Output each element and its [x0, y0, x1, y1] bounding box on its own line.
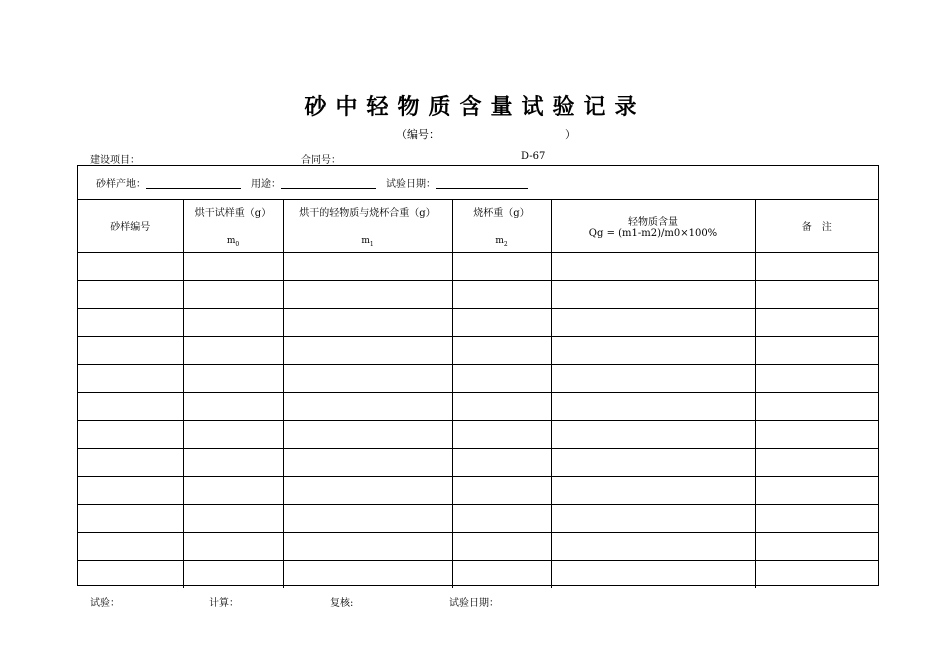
- table-cell[interactable]: [283, 364, 452, 392]
- table-cell[interactable]: [283, 280, 452, 308]
- col-cup-weight-label: 烧杯重（g）: [473, 207, 530, 219]
- table-cell[interactable]: [283, 420, 452, 448]
- table-cell[interactable]: [78, 364, 183, 392]
- table-cell[interactable]: [283, 504, 452, 532]
- table-cell[interactable]: [183, 252, 283, 280]
- table-cell[interactable]: [283, 252, 452, 280]
- table-cell[interactable]: [551, 252, 755, 280]
- table-row: [78, 392, 878, 420]
- project-label: 建设项目：: [90, 155, 140, 166]
- test-date-field[interactable]: [436, 177, 528, 189]
- table-cell[interactable]: [452, 280, 551, 308]
- table-cell[interactable]: [551, 532, 755, 560]
- col-with-cup-label: 烘干的轻物质与烧杯合重（g）: [299, 207, 436, 219]
- origin-label: 砂样产地：: [96, 179, 146, 190]
- table-row: [78, 308, 878, 336]
- footer-calc: 计算：: [209, 598, 239, 609]
- col-cup-weight: [452, 200, 551, 252]
- table-cell[interactable]: [551, 392, 755, 420]
- col-with-cup-symbol: $m_1$: [361, 235, 374, 248]
- table-cell[interactable]: [452, 448, 551, 476]
- use-label: 用途：: [251, 179, 281, 190]
- table-cell[interactable]: [755, 280, 878, 308]
- col-remark: 备 注: [755, 200, 878, 252]
- record-table-frame: [77, 165, 879, 586]
- table-cell[interactable]: [78, 560, 183, 588]
- table-cell[interactable]: [551, 476, 755, 504]
- table-cell[interactable]: [452, 364, 551, 392]
- table-cell[interactable]: [755, 252, 878, 280]
- table-cell[interactable]: [78, 476, 183, 504]
- col-content-label: 轻物质含量: [628, 216, 678, 228]
- origin-field[interactable]: [146, 177, 241, 189]
- table-cell[interactable]: [183, 476, 283, 504]
- form-number-open: （编号：: [396, 128, 440, 141]
- table-cell[interactable]: [452, 532, 551, 560]
- table-row: [78, 280, 878, 308]
- table-cell[interactable]: [283, 560, 452, 588]
- table-cell[interactable]: [452, 336, 551, 364]
- table-cell[interactable]: [183, 336, 283, 364]
- table-row: [78, 336, 878, 364]
- table-cell[interactable]: [78, 392, 183, 420]
- table-cell[interactable]: [452, 504, 551, 532]
- table-cell[interactable]: [78, 336, 183, 364]
- table-cell[interactable]: [755, 448, 878, 476]
- table-cell[interactable]: [452, 392, 551, 420]
- table-cell[interactable]: [755, 364, 878, 392]
- table-cell[interactable]: [452, 560, 551, 588]
- table-cell[interactable]: [551, 420, 755, 448]
- table-cell[interactable]: [183, 364, 283, 392]
- table-cell[interactable]: [183, 420, 283, 448]
- table-cell[interactable]: [283, 448, 452, 476]
- table-row: [78, 476, 878, 504]
- col-dry-weight: [183, 200, 283, 252]
- table-cell[interactable]: [551, 308, 755, 336]
- table-cell[interactable]: [755, 504, 878, 532]
- table-cell[interactable]: [183, 532, 283, 560]
- table-row: [78, 532, 878, 560]
- table-cell[interactable]: [551, 336, 755, 364]
- page-title: 砂中轻物质含量试验记录: [304, 94, 646, 120]
- table-cell[interactable]: [551, 504, 755, 532]
- table-cell[interactable]: [78, 532, 183, 560]
- use-field[interactable]: [281, 177, 376, 189]
- table-row: [78, 448, 878, 476]
- test-date-label: 试验日期：: [386, 179, 436, 190]
- col-dry-weight-symbol: $m_0$: [226, 235, 240, 248]
- col-sample-no: 砂样编号: [78, 200, 183, 252]
- table-cell[interactable]: [755, 476, 878, 504]
- table-row: [78, 420, 878, 448]
- table-cell[interactable]: [78, 252, 183, 280]
- table-cell[interactable]: [755, 560, 878, 588]
- table-cell[interactable]: [283, 392, 452, 420]
- form-code: D-67: [521, 151, 546, 162]
- table-cell[interactable]: [183, 280, 283, 308]
- form-number: [396, 126, 576, 142]
- table-cell[interactable]: [183, 392, 283, 420]
- col-cup-weight-symbol: $m_2$: [495, 235, 508, 248]
- record-table: [78, 200, 878, 588]
- table-row: [78, 504, 878, 532]
- table-cell[interactable]: [755, 420, 878, 448]
- table-cell[interactable]: [283, 476, 452, 504]
- table-cell[interactable]: [755, 336, 878, 364]
- contract-label: 合同号：: [301, 155, 341, 166]
- footer-date: 试验日期：: [449, 598, 499, 609]
- table-cell[interactable]: [283, 308, 452, 336]
- table-cell[interactable]: [755, 308, 878, 336]
- footer-test: 试验：: [90, 598, 120, 609]
- col-with-cup: [283, 200, 452, 252]
- table-cell[interactable]: [183, 448, 283, 476]
- table-cell[interactable]: [283, 532, 452, 560]
- table-row: [78, 560, 878, 588]
- col-content: [551, 200, 755, 252]
- table-cell[interactable]: [551, 560, 755, 588]
- form-number-close: ）: [565, 128, 576, 141]
- table-cell[interactable]: [283, 336, 452, 364]
- table-cell[interactable]: [78, 308, 183, 336]
- table-cell[interactable]: [452, 308, 551, 336]
- table-cell[interactable]: [551, 364, 755, 392]
- table-cell[interactable]: [183, 504, 283, 532]
- table-cell[interactable]: [78, 448, 183, 476]
- table-cell[interactable]: [452, 252, 551, 280]
- table-cell[interactable]: [755, 392, 878, 420]
- table-cell[interactable]: [755, 532, 878, 560]
- header-row: [78, 200, 878, 252]
- table-row: [78, 364, 878, 392]
- table-cell[interactable]: [78, 280, 183, 308]
- table-cell[interactable]: [183, 560, 283, 588]
- table-cell[interactable]: [551, 448, 755, 476]
- col-dry-weight-label: 烘干试样重（g）: [194, 207, 272, 219]
- footer-review: 复核:: [330, 598, 354, 609]
- table-cell[interactable]: [183, 308, 283, 336]
- col-content-formula: Qg = (m1-m2)/m0×100%: [588, 227, 718, 239]
- table-cell[interactable]: [78, 420, 183, 448]
- table-cell[interactable]: [551, 280, 755, 308]
- sample-info-row: [78, 166, 878, 200]
- table-cell[interactable]: [452, 420, 551, 448]
- table-cell[interactable]: [452, 476, 551, 504]
- table-cell[interactable]: [78, 504, 183, 532]
- table-row: [78, 252, 878, 280]
